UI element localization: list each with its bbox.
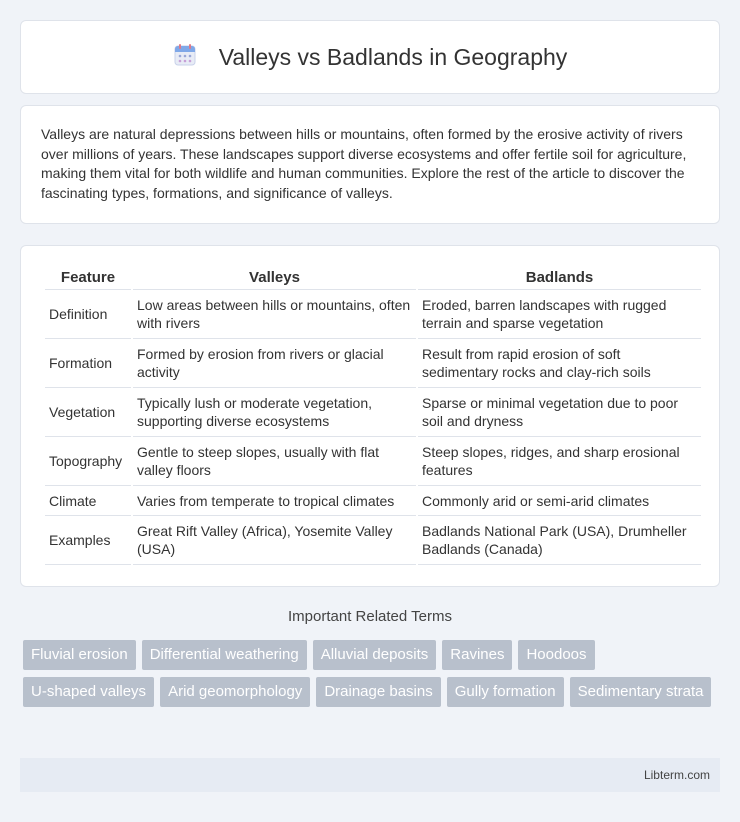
header-feature: Feature bbox=[45, 266, 131, 290]
footer-brand-link[interactable]: Libterm.com bbox=[643, 768, 710, 782]
header-badlands: Badlands bbox=[418, 266, 701, 290]
related-terms-title: Important Related Terms bbox=[288, 608, 452, 625]
cell-badlands: Sparse or minimal vegetation due to poor soil and dryness bbox=[418, 388, 701, 437]
cell-feature: Formation bbox=[45, 339, 131, 388]
header-card bbox=[20, 20, 720, 94]
cell-badlands: Eroded, barren landscapes with rugged terrain and sparse vegetation bbox=[418, 290, 701, 339]
cell-valleys: Gentle to steep slopes, usually with flat valley floors bbox=[133, 437, 416, 486]
cell-valleys: Low areas between hills or mountains, often with rivers bbox=[133, 290, 416, 339]
tag-arid-geomorphology[interactable]: Arid geomorphology bbox=[160, 677, 310, 707]
tag-fluvial-erosion[interactable]: Fluvial erosion bbox=[23, 640, 136, 670]
table-row bbox=[45, 486, 701, 516]
table-row bbox=[45, 290, 701, 339]
cell-feature: Topography bbox=[45, 437, 131, 486]
cell-feature: Climate bbox=[45, 486, 131, 516]
comparison-table bbox=[43, 266, 703, 565]
cell-valleys: Great Rift Valley (Africa), Yosemite Valley (USA) bbox=[133, 516, 416, 565]
tag-alluvial-deposits[interactable]: Alluvial deposits bbox=[313, 640, 437, 670]
cell-badlands: Commonly arid or semi-arid climates bbox=[418, 486, 701, 516]
table-row bbox=[45, 516, 701, 565]
tag-hoodoos[interactable]: Hoodoos bbox=[518, 640, 594, 670]
tag-differential-weathering[interactable]: Differential weathering bbox=[142, 640, 307, 670]
cell-feature: Vegetation bbox=[45, 388, 131, 437]
calendar-icon bbox=[173, 43, 197, 72]
intro-card bbox=[20, 105, 720, 224]
cell-badlands: Result from rapid erosion of soft sedimentary rocks and clay-rich soils bbox=[418, 339, 701, 388]
cell-feature: Definition bbox=[45, 290, 131, 339]
tag-u-shaped-valleys[interactable]: U-shaped valleys bbox=[23, 677, 154, 707]
cell-valleys: Varies from temperate to tropical climates bbox=[133, 486, 416, 516]
page-title: Valleys vs Badlands in Geography bbox=[218, 43, 568, 70]
table-header-row bbox=[45, 266, 701, 290]
related-terms-list bbox=[23, 640, 723, 707]
header-valleys: Valleys bbox=[133, 266, 416, 290]
cell-badlands: Steep slopes, ridges, and sharp erosional features bbox=[418, 437, 701, 486]
tag-ravines[interactable]: Ravines bbox=[442, 640, 512, 670]
table-row bbox=[45, 437, 701, 486]
cell-feature: Examples bbox=[45, 516, 131, 565]
comparison-card bbox=[20, 245, 720, 587]
cell-valleys: Typically lush or moderate vegetation, supporting diverse ecosystems bbox=[133, 388, 416, 437]
tag-drainage-basins[interactable]: Drainage basins bbox=[316, 677, 440, 707]
cell-valleys: Formed by erosion from rivers or glacial activity bbox=[133, 339, 416, 388]
header bbox=[173, 43, 568, 72]
intro-text: Valleys are natural depressions between hills or mountains, often formed by the erosive activity of rivers over millions of years. These landscapes support diverse ecosystems and offer fertile soil for agriculture, making them vital for both wildlife and human communities. Explore the rest of the article to discover the fascinating types, formations, and significance of valleys. bbox=[41, 126, 687, 201]
tag-sedimentary-strata[interactable]: Sedimentary strata bbox=[570, 677, 712, 707]
table-row bbox=[45, 388, 701, 437]
cell-badlands: Badlands National Park (USA), Drumheller Badlands (Canada) bbox=[418, 516, 701, 565]
footer bbox=[20, 758, 720, 792]
tag-gully-formation[interactable]: Gully formation bbox=[447, 677, 564, 707]
table-row bbox=[45, 339, 701, 388]
